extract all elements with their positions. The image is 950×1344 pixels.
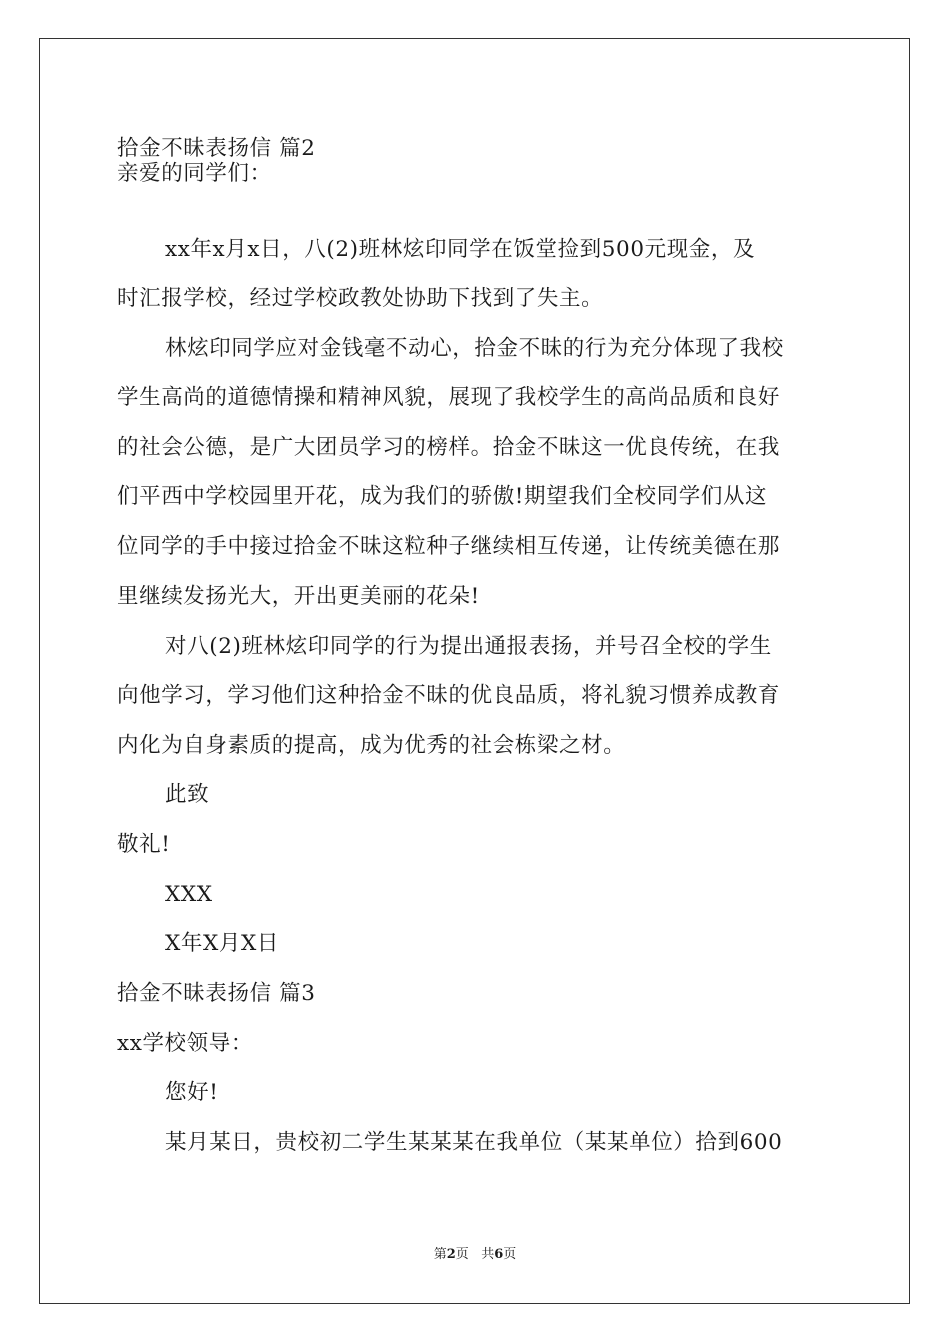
paragraph-line: 向他学习，学习他们这种拾金不昧的优良品质，将礼貌习惯养成教育	[117, 683, 781, 708]
paragraph-line: 时汇报学校，经过学校政教处协助下找到了失主。	[117, 286, 604, 311]
total-prefix: 共	[481, 1247, 495, 1262]
page-suffix: 页	[455, 1247, 469, 1262]
paragraph-line: 某月某日，贵校初二学生某某某在我单位（某某单位）拾到600	[165, 1130, 783, 1155]
closing-jingli: 敬礼!	[117, 832, 171, 857]
paragraph-line: 里继续发扬光大，开出更美丽的花朵!	[117, 584, 480, 609]
paragraph-line: 的社会公德，是广大团员学习的榜样。拾金不昧这一优良传统，在我	[117, 435, 781, 460]
page-footer	[0, 1246, 950, 1264]
section-heading-2: 拾金不昧表扬信 篇2	[117, 136, 316, 161]
paragraph-line: 学生高尚的道德情操和精神风貌，展现了我校学生的高尚品质和良好	[117, 385, 781, 410]
total-suffix: 页	[503, 1247, 517, 1262]
paragraph-line: 对八(2)班林炫印同学的行为提出通报表扬，并号召全校的学生	[165, 634, 772, 659]
page-total: 6	[494, 1247, 504, 1262]
recipient: xx学校领导：	[117, 1031, 253, 1056]
paragraph-line: 林炫印同学应对金钱毫不动心，拾金不昧的行为充分体现了我校	[165, 336, 784, 361]
paragraph-line: 位同学的手中接过拾金不昧这粒种子继续相互传递，让传统美德在那	[117, 534, 781, 559]
page-border	[39, 38, 910, 1304]
greeting: 您好!	[165, 1080, 219, 1105]
page-prefix: 第	[433, 1247, 447, 1262]
paragraph-line: xx年x月x日，八(2)班林炫印同学在饭堂捡到500元现金，及	[165, 237, 756, 262]
page-current: 2	[446, 1247, 456, 1262]
closing-cizhi: 此致	[165, 782, 210, 807]
date-line: X年X月X日	[165, 931, 280, 956]
section-heading-3: 拾金不昧表扬信 篇3	[117, 981, 316, 1006]
paragraph-line: 们平西中学校园里开花，成为我们的骄傲!期望我们全校同学们从这	[117, 484, 768, 509]
salutation: 亲爱的同学们：	[117, 161, 272, 186]
paragraph-line: 内化为自身素质的提高，成为优秀的社会栋梁之材。	[117, 733, 626, 758]
signature: XXX	[165, 882, 213, 907]
